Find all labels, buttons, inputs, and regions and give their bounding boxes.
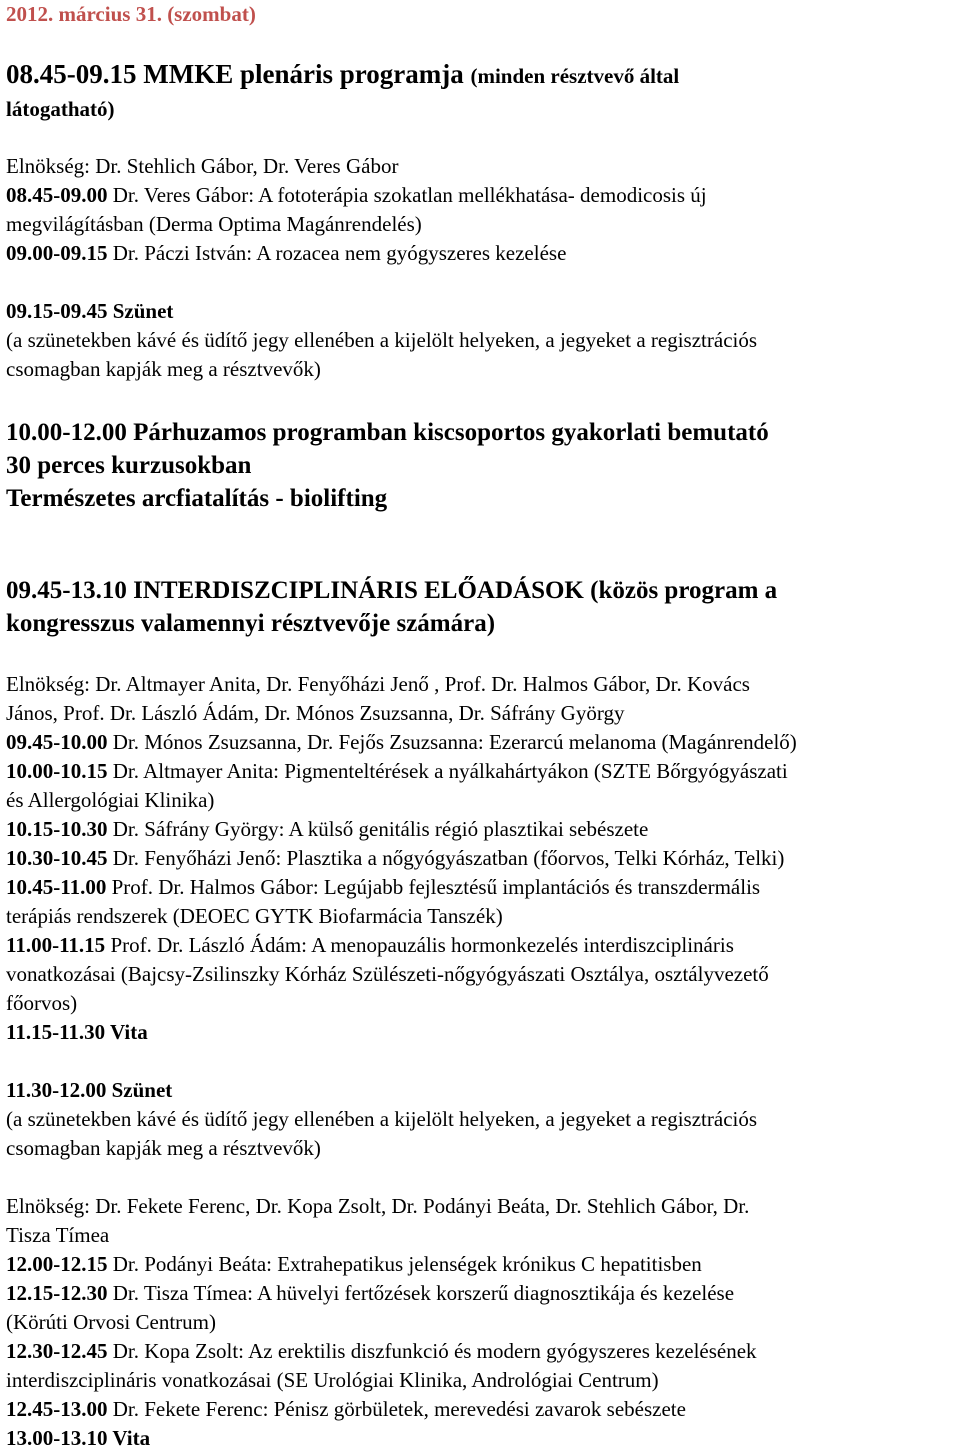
date-heading: 2012. március 31. (szombat) bbox=[6, 2, 256, 26]
talk-text: Dr. Tisza Tímea: A hüvelyi fertőzések korszerű diagnosztikája és kezelése bbox=[107, 1281, 735, 1305]
parallel-line-1: 10.00-12.00 Párhuzamos programban kiscsoportos gyakorlati bemutató bbox=[6, 419, 769, 446]
break-1-note-2: csomagban kapják meg a résztvevők) bbox=[6, 357, 321, 381]
talk-1215 bbox=[6, 1279, 734, 1308]
talk-time: 10.15-10.30 bbox=[6, 817, 108, 841]
talk-time: 12.00-12.15 bbox=[6, 1252, 108, 1276]
talk-text: Prof. Dr. Halmos Gábor: Legújabb fejlesztésű implantációs és transzdermális bbox=[106, 875, 761, 899]
talk-1015 bbox=[6, 815, 648, 844]
talk-time: 09.00-09.15 bbox=[6, 241, 108, 265]
talk-1100 bbox=[6, 931, 734, 960]
break-1-title: 09.15-09.45 Szünet bbox=[6, 299, 174, 323]
session-2-chair-1: Elnökség: Dr. Fekete Ferenc, Dr. Kopa Zsolt, Dr. Podányi Beáta, Dr. Stehlich Gábor, Dr. bbox=[6, 1194, 750, 1218]
interdisc-chair-1: Elnökség: Dr. Altmayer Anita, Dr. Fenyőházi Jenő , Prof. Dr. Halmos Gábor, Dr. Kovács bbox=[6, 672, 750, 696]
talk-0945 bbox=[6, 728, 797, 757]
vita-2: 13.00-13.10 Vita bbox=[6, 1426, 151, 1450]
talk-text: Dr. Veres Gábor: A fototerápia szokatlan mellékhatása- demodicosis új bbox=[107, 183, 707, 207]
session-2-chair-2: Tisza Tímea bbox=[6, 1223, 110, 1247]
plenary-title-main: 08.45-09.15 MMKE plenáris programja bbox=[6, 59, 464, 89]
break-2-title: 11.30-12.00 Szünet bbox=[6, 1078, 173, 1102]
talk-time: 09.45-10.00 bbox=[6, 730, 108, 754]
talk-1000 bbox=[6, 757, 788, 786]
plenary-talk-1 bbox=[6, 181, 707, 210]
talk-time: 12.30-12.45 bbox=[6, 1339, 108, 1363]
talk-time: 11.00-11.15 bbox=[6, 933, 106, 957]
talk-1215-cont: (Körúti Orvosi Centrum) bbox=[6, 1310, 216, 1334]
plenary-title-sub: (minden résztvevő által bbox=[470, 64, 680, 88]
talk-1045 bbox=[6, 873, 760, 902]
talk-text: Dr. Sáfrány György: A külső genitális régió plasztikai sebészete bbox=[107, 817, 649, 841]
talk-text: Dr. Altmayer Anita: Pigmenteltérések a nyálkahártyákon (SZTE Bőrgyógyászati bbox=[107, 759, 788, 783]
talk-text: Dr. Páczi István: A rozacea nem gyógyszeres kezelése bbox=[107, 241, 567, 265]
vita-1: 11.15-11.30 Vita bbox=[6, 1020, 148, 1044]
break-2-note-1: (a szünetekben kávé és üdítő jegy ellenében a kijelölt helyeken, a jegyeket a regisztrációs bbox=[6, 1107, 758, 1131]
talk-1100-cont-2: főorvos) bbox=[6, 991, 78, 1015]
talk-time: 12.45-13.00 bbox=[6, 1397, 108, 1421]
talk-1245 bbox=[6, 1395, 686, 1424]
talk-time: 10.30-10.45 bbox=[6, 846, 108, 870]
talk-1100-cont: vonatkozásai (Bajcsy-Zsilinszky Kórház Szülészeti-nőgyógyászati Osztálya, osztályvezető bbox=[6, 962, 769, 986]
talk-time: 08.45-09.00 bbox=[6, 183, 108, 207]
interdisc-chair-2: János, Prof. Dr. László Ádám, Dr. Mónos Zsuzsanna, Dr. Sáfrány György bbox=[6, 701, 625, 725]
talk-text: Dr. Fekete Ferenc: Pénisz görbületek, merevedési zavarok sebészete bbox=[107, 1397, 686, 1421]
talk-time: 12.15-12.30 bbox=[6, 1281, 108, 1305]
talk-1230 bbox=[6, 1337, 757, 1366]
break-1-note-1: (a szünetekben kávé és üdítő jegy ellenében a kijelölt helyeken, a jegyeket a regisztrációs bbox=[6, 328, 758, 352]
plenary-talk-2 bbox=[6, 239, 566, 268]
break-2-note-2: csomagban kapják meg a résztvevők) bbox=[6, 1136, 321, 1160]
parallel-line-3: Természetes arcfiatalítás - biolifting bbox=[6, 485, 388, 512]
talk-time: 10.45-11.00 bbox=[6, 875, 107, 899]
talk-text: Dr. Mónos Zsuzsanna, Dr. Fejős Zsuzsanna: Ezerarcú melanoma (Magánrendelő) bbox=[107, 730, 797, 754]
talk-time: 10.00-10.15 bbox=[6, 759, 108, 783]
plenary-title bbox=[6, 58, 679, 93]
talk-1030 bbox=[6, 844, 784, 873]
interdisc-heading-2: kongresszus valamennyi résztvevője számára) bbox=[6, 610, 496, 637]
plenary-talk-1-cont: megvilágításban (Derma Optima Magánrendelés) bbox=[6, 212, 422, 236]
talk-text: Dr. Fenyőházi Jenő: Plasztika a nőgyógyászatban (főorvos, Telki Kórház, Telki) bbox=[107, 846, 785, 870]
talk-text: Prof. Dr. László Ádám: A menopauzális hormonkezelés interdiszciplináris bbox=[105, 933, 734, 957]
talk-1200 bbox=[6, 1250, 702, 1279]
talk-text: Dr. Podányi Beáta: Extrahepatikus jelenségek krónikus C hepatitisben bbox=[107, 1252, 702, 1276]
plenary-chair: Elnökség: Dr. Stehlich Gábor, Dr. Veres Gábor bbox=[6, 154, 399, 178]
talk-1000-cont: és Allergológiai Klinika) bbox=[6, 788, 215, 812]
interdisc-heading-1: 09.45-13.10 INTERDISZCIPLINÁRIS ELŐADÁSOK (közös program a bbox=[6, 577, 778, 604]
talk-1230-cont: interdiszciplináris vonatkozásai (SE Urológiai Klinika, Andrológiai Centrum) bbox=[6, 1368, 659, 1392]
plenary-title-sub2: látogatható) bbox=[6, 97, 115, 121]
parallel-line-2: 30 perces kurzusokban bbox=[6, 452, 252, 479]
talk-1045-cont: terápiás rendszerek (DEOEC GYTK Biofarmácia Tanszék) bbox=[6, 904, 503, 928]
talk-text: Dr. Kopa Zsolt: Az erektilis diszfunkció és modern gyógyszeres kezelésének bbox=[107, 1339, 757, 1363]
